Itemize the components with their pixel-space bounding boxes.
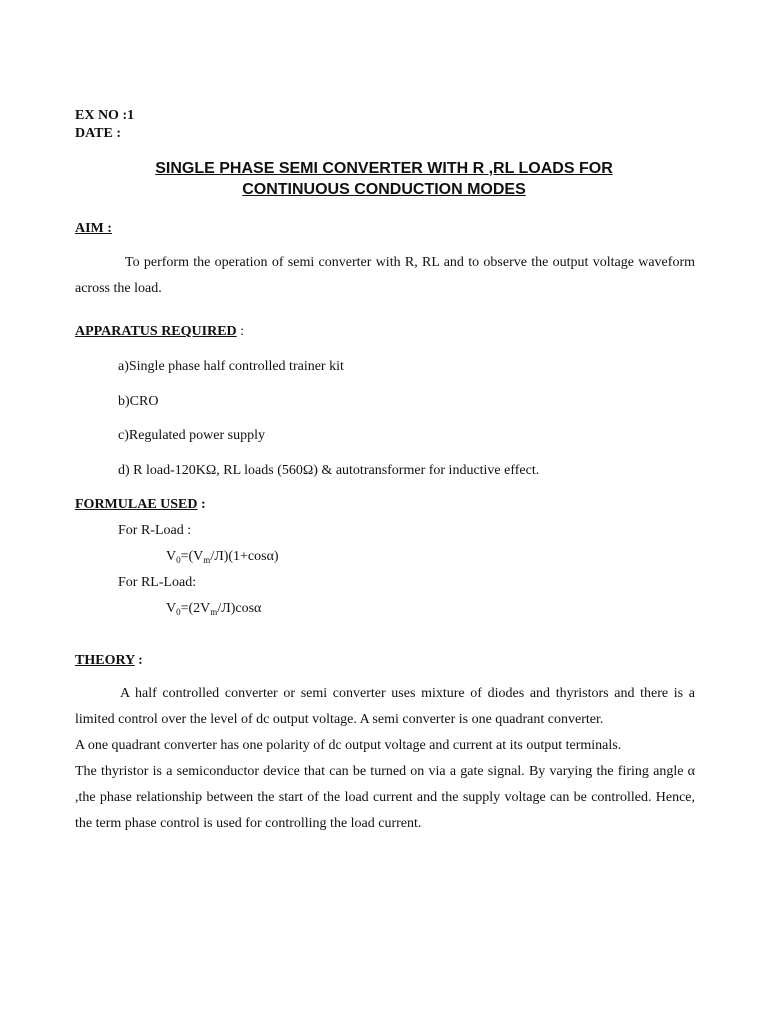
formula-v-sub: 0 [176, 555, 181, 565]
document-title-line-2: CONTINUOUS CONDUCTION MODES [242, 181, 526, 198]
theory-heading-suffix: : [134, 653, 143, 668]
rl-load-label: For RL-Load: [118, 575, 197, 590]
apparatus-item-4: d) R load-120KΩ, RL loads (560Ω) & autotransformer for inductive effect. [118, 463, 540, 478]
formula-v: V [166, 549, 177, 564]
document-title-line-1: SINGLE PHASE SEMI CONVERTER WITH R ,RL LOADS FOR [155, 160, 613, 177]
ex-no: EX NO :1 [75, 108, 135, 123]
r-load-formula [166, 549, 279, 565]
apparatus-item-3: c)Regulated power supply [118, 428, 265, 443]
formulae-heading-text: FORMULAE USED [75, 497, 198, 512]
formula-rest: /Л)(1+cosα) [210, 549, 279, 564]
formula-eq-open: =(2V [180, 601, 211, 616]
formula-vm-sub: m [210, 607, 218, 617]
formulae-heading [75, 497, 206, 513]
rl-load-formula [166, 601, 261, 617]
formula-v-sub: 0 [176, 607, 181, 617]
theory-paragraph-1: A half controlled converter or semi converter uses mixture of diodes and thyristors and there is a limited control over the level of dc output voltage. A semi converter is one quadrant converter. [75, 686, 695, 727]
formulae-heading-suffix: : [197, 497, 206, 512]
theory-paragraph-3: The thyristor is a semiconductor device that can be turned on via a gate signal. By varying the firing angle α ,the phase relationship between the start of the load current and the supply voltage can be controlled. Hence, the term phase control is used for controlling the load current. [75, 764, 695, 831]
apparatus-heading-suffix: : [236, 324, 245, 339]
formula-v: V [166, 601, 177, 616]
formula-eq-open: =(V [180, 549, 204, 564]
formula-vm-sub: m [203, 555, 211, 565]
aim-text: To perform the operation of semi converter with R, RL and to observe the output voltage waveform across the load. [75, 255, 695, 296]
apparatus-heading-text: APPARATUS REQUIRED [75, 324, 237, 339]
r-load-label: For R-Load : [118, 523, 192, 538]
apparatus-heading [75, 324, 244, 340]
apparatus-item-1: a)Single phase half controlled trainer kit [118, 359, 344, 374]
date-label: DATE : [75, 126, 122, 141]
formula-rest: /Л)cosα [217, 601, 262, 616]
aim-heading [75, 221, 112, 237]
theory-heading [75, 653, 143, 669]
theory-heading-text: THEORY [75, 653, 135, 668]
apparatus-item-2: b)CRO [118, 394, 159, 409]
theory-paragraph-2: A one quadrant converter has one polarity of dc output voltage and current at its output terminals. [75, 738, 622, 753]
aim-heading-text: AIM : [75, 221, 112, 236]
